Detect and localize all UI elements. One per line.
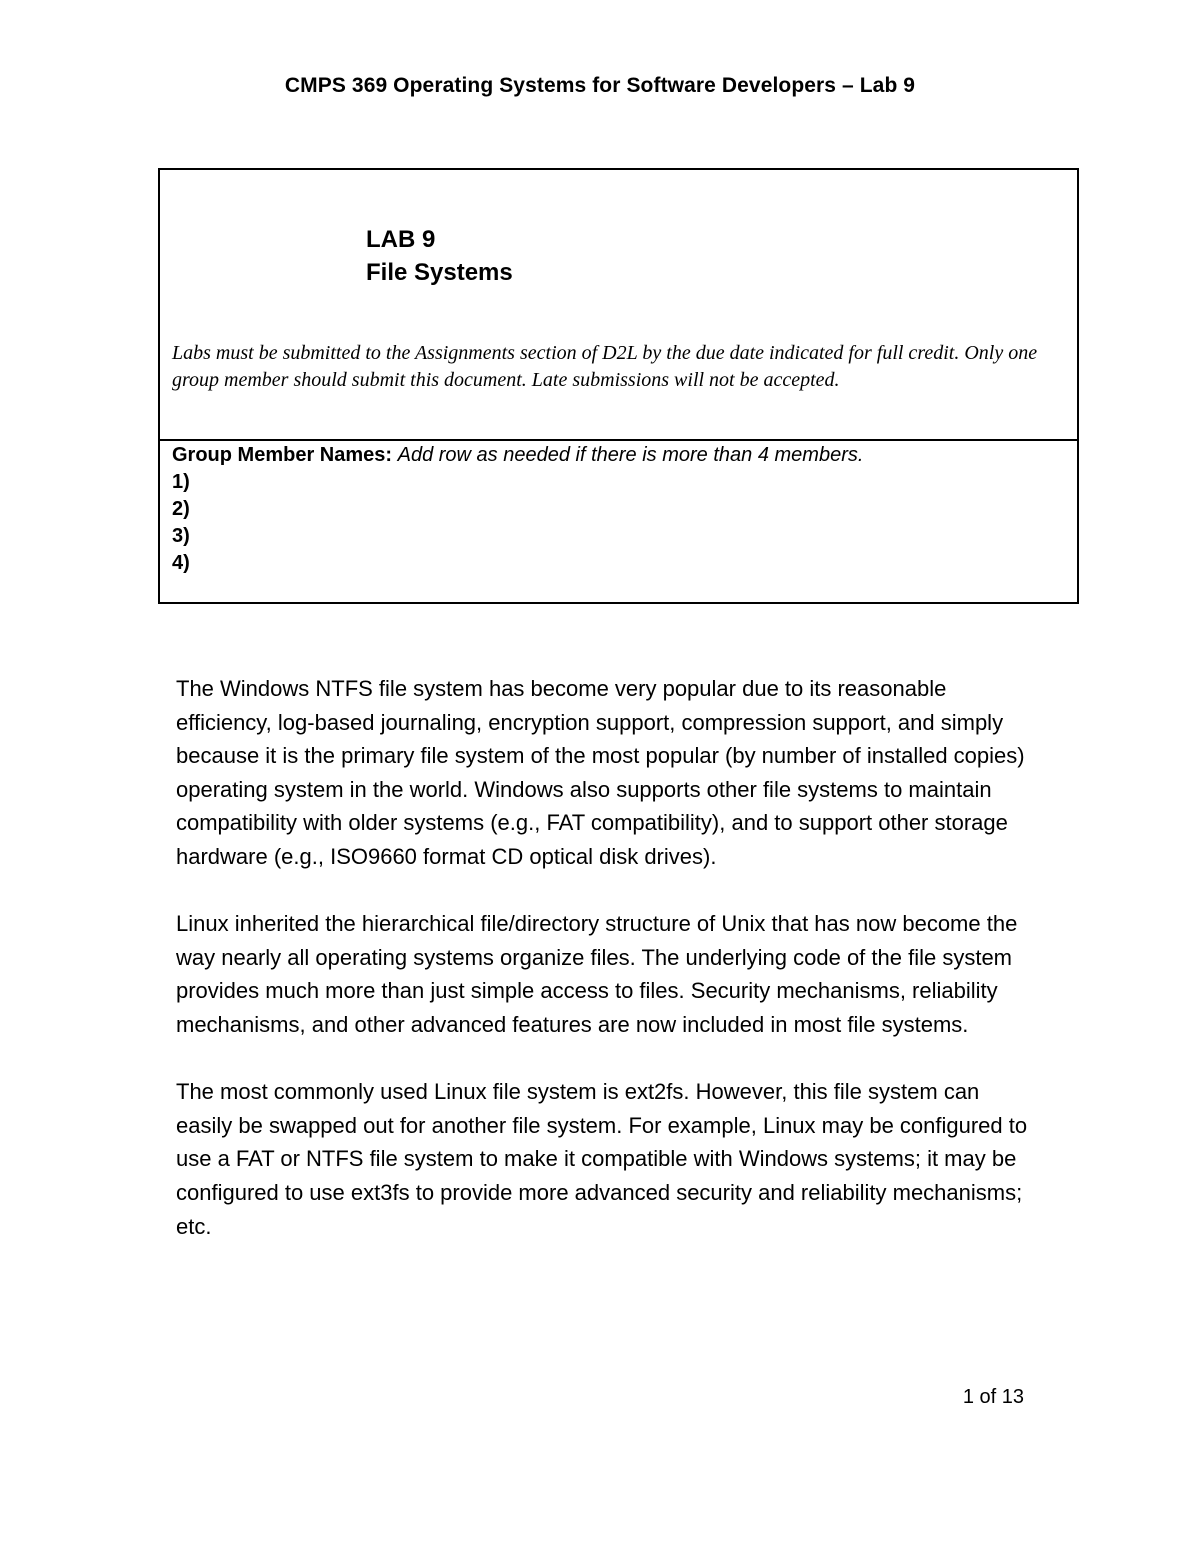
course-title: CMPS 369 Operating Systems for Software Developers – Lab 9 <box>284 74 916 97</box>
group-members-note: Add row as needed if there is more than 4 members. <box>397 444 864 466</box>
member-line-2: 2) <box>172 498 190 520</box>
group-members-label: Group Member Names: <box>172 444 393 466</box>
paragraph-linux-filesystems: The most commonly used Linux file system is ext2fs. However, this file system can easily be swapped out for another file system. For example, Linux may be configured to use a FAT or NTFS file system to make it compatible with Windows systems; it may be configured to use ext3fs to provide more advanced security and reliability mechanisms; etc. <box>176 1079 1028 1239</box>
box-divider <box>160 439 1077 441</box>
lab-title-box <box>158 168 1079 604</box>
paragraph-ntfs: The Windows NTFS file system has become very popular due to its reasonable efficiency, log-based journaling, encryption support, compression support, and simply because it is the primary file system of the most popular (by number of installed copies) operating system in the world. Windows also supports other file systems to maintain compatibility with older systems (e.g., FAT compatibility), and to support other storage hardware (e.g., ISO9660 format CD optical disk drives). <box>176 676 1025 869</box>
lab-subject: File Systems <box>366 259 513 286</box>
member-line-4: 4) <box>172 552 190 574</box>
group-members-section <box>172 442 1062 577</box>
lab-title <box>366 223 513 289</box>
paragraph-linux-structure: Linux inherited the hierarchical file/directory structure of Unix that has now become the way nearly all operating systems organize files. The underlying code of the file system provides much more than just simple access to files. Security mechanisms, reliability mechanisms, and other advanced features are now included in most file systems. <box>176 911 1018 1037</box>
page-header <box>0 74 1200 98</box>
member-line-1: 1) <box>172 471 190 493</box>
page-number: 1 of 13 <box>962 1386 1024 1408</box>
submission-instructions: Labs must be submitted to the Assignments section of D2L by the due date indicated for full credit. Only one group member should submit this document. Late submissions will not be accepted. <box>172 342 1038 391</box>
lab-number: LAB 9 <box>366 226 436 253</box>
member-line-3: 3) <box>172 525 190 547</box>
body-text <box>176 672 1036 1277</box>
